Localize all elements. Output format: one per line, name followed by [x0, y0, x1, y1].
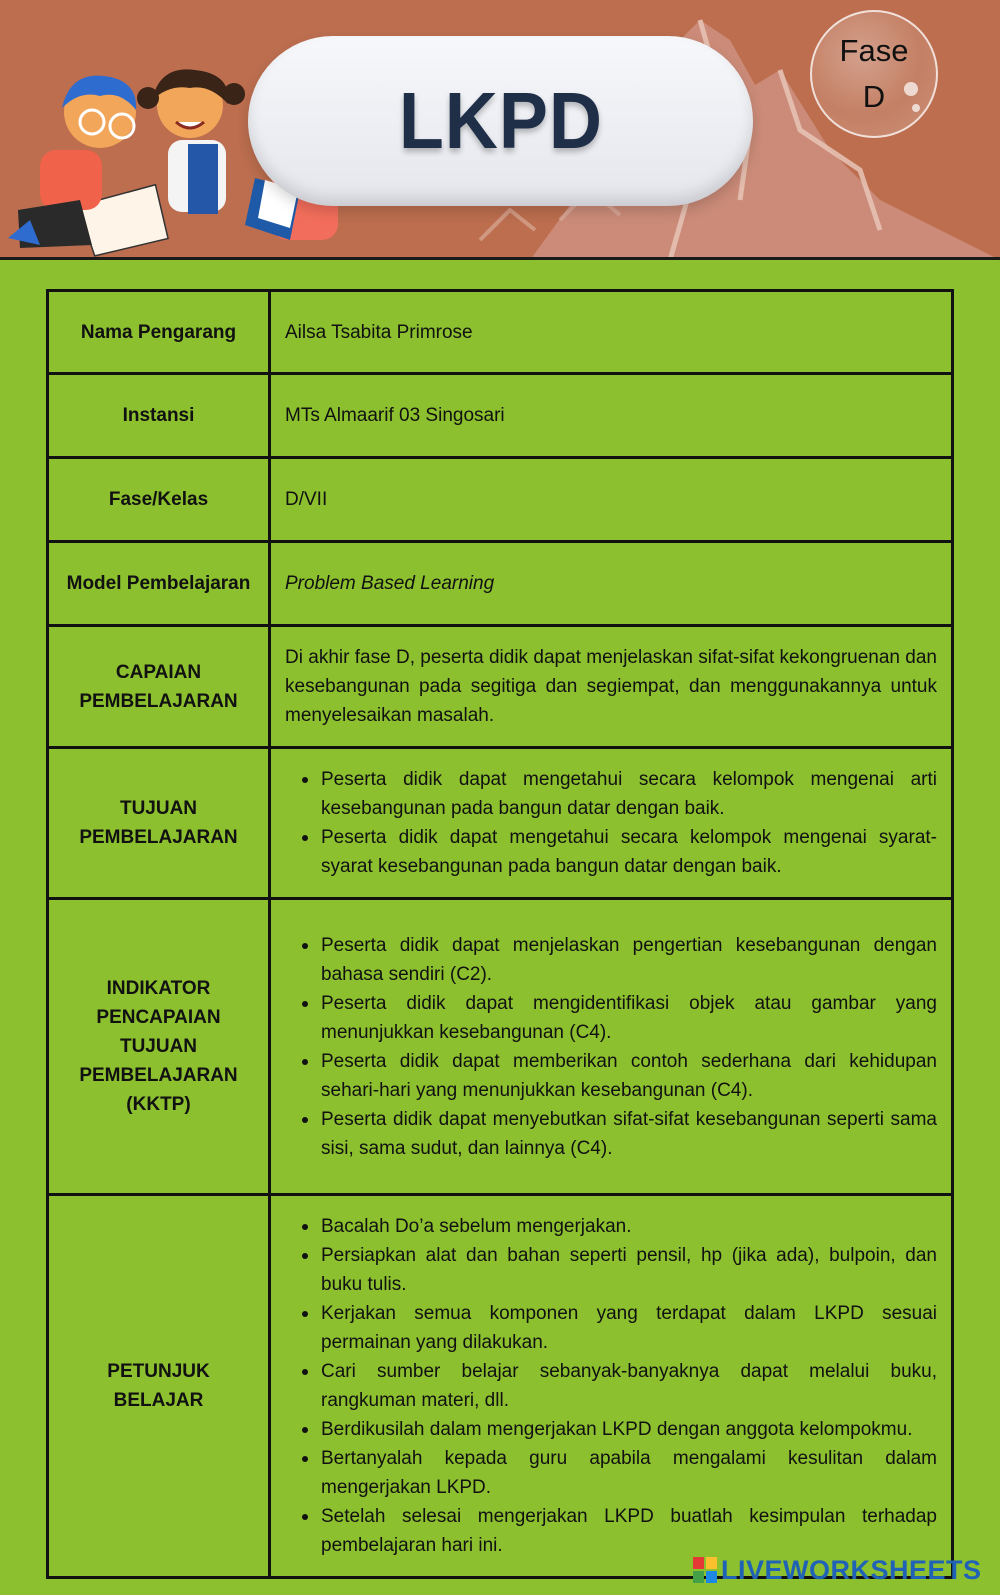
- list-item: Bertanyalah kepada guru apabila mengalami kesulitan dalam mengerjakan LKPD.: [321, 1444, 937, 1502]
- capaian-label: [48, 626, 270, 748]
- list-item: Peserta didik dapat mengetahui secara kelompok mengenai syarat-syarat kesebangunan pada bangun datar dengan baik.: [321, 823, 937, 881]
- indikator-label-line: INDIKATOR: [106, 978, 211, 999]
- indikator-list: [270, 899, 953, 1195]
- list-item: Peserta didik dapat mengidentifikasi objek atau gambar yang menunjukkan kesebangunan (C4).: [321, 989, 937, 1047]
- table-row: [48, 291, 953, 374]
- liveworksheets-badge-icon: [693, 1557, 717, 1583]
- liveworksheets-wordmark: LIVEWORKSHEETS: [721, 1554, 982, 1585]
- list-item: Peserta didik dapat memberikan contoh sederhana dari kehidupan sehari-hari yang menunjukkan kesebangunan (C4).: [321, 1047, 937, 1105]
- table-row: [48, 374, 953, 458]
- list-item: Cari sumber belajar sebanyak-banyaknya dapat melalui buku, rangkuman materi, dll.: [321, 1357, 937, 1415]
- list-item: Peserta didik dapat menjelaskan pengertian kesebangunan dengan bahasa sendiri (C2).: [321, 931, 937, 989]
- fase-value: D/VII: [270, 458, 953, 542]
- list-item: Setelah selesai mengerjakan LKPD buatlah kesimpulan terhadap pembelajaran hari ini.: [321, 1502, 937, 1560]
- header-banner: [0, 0, 1000, 260]
- liveworksheets-logo[interactable]: [693, 1554, 982, 1586]
- bubble-shine: [904, 82, 918, 96]
- list-item: Peserta didik dapat menyebutkan sifat-sifat kesebangunan seperti sama sisi, sama sudut, dan lainnya (C4).: [321, 1105, 937, 1163]
- bubble-shine: [912, 104, 920, 112]
- tujuan-label-line: TUJUAN: [119, 798, 198, 819]
- petunjuk-list: [270, 1195, 953, 1578]
- list-item: Berdikusilah dalam mengerjakan LKPD dengan anggota kelompokmu.: [321, 1415, 937, 1444]
- list-item: Bacalah Do’a sebelum mengerjakan.: [321, 1212, 937, 1241]
- list-item: Kerjakan semua komponen yang terdapat dalam LKPD sesuai permainan yang dilakukan.: [321, 1299, 937, 1357]
- petunjuk-label: PETUNJUK BELAJAR: [48, 1195, 270, 1578]
- tujuan-label-line: PEMBELAJARAN: [79, 827, 238, 848]
- instansi-value: MTs Almaarif 03 Singosari: [270, 374, 953, 458]
- indikator-label: [48, 899, 270, 1195]
- instansi-label: Instansi: [48, 374, 270, 458]
- table-row: [48, 1195, 953, 1578]
- title-pill: [248, 36, 753, 206]
- table-row: [48, 748, 953, 899]
- tujuan-label: [48, 748, 270, 899]
- table-row: [48, 542, 953, 626]
- table-row: [48, 899, 953, 1195]
- fase-badge-label: Fase: [839, 33, 909, 68]
- capaian-label-line: CAPAIAN: [115, 661, 202, 683]
- fase-label: Fase/Kelas: [48, 458, 270, 542]
- indikator-label-line: (KKTP): [126, 1094, 191, 1115]
- model-value: Problem Based Learning: [270, 542, 953, 626]
- tujuan-list: [270, 748, 953, 899]
- nama-value: Ailsa Tsabita Primrose: [270, 291, 953, 374]
- lkpd-info-table: [46, 289, 954, 1579]
- fase-badge: [810, 10, 938, 138]
- nama-label: Nama Pengarang: [48, 291, 270, 374]
- table-row: [48, 626, 953, 748]
- fase-badge-value: D: [862, 79, 886, 114]
- model-label: Model Pembelajaran: [48, 542, 270, 626]
- indikator-label-line: PEMBELAJARAN: [79, 1065, 238, 1086]
- indikator-label-line: PENCAPAIAN TUJUAN: [96, 1007, 221, 1057]
- capaian-label-line: PEMBELAJARAN: [79, 690, 238, 712]
- list-item: Peserta didik dapat mengetahui secara kelompok mengenai arti kesebangunan pada bangun datar dengan baik.: [321, 765, 937, 823]
- table-row: [48, 458, 953, 542]
- list-item: Persiapkan alat dan bahan seperti pensil, hp (jika ada), bulpoin, dan buku tulis.: [321, 1241, 937, 1299]
- page-title: LKPD: [398, 76, 603, 165]
- capaian-value: Di akhir fase D, peserta didik dapat menjelaskan sifat-sifat kekongruenan dan kesebangunan pada segitiga dan segiempat, dan menggunakannya untuk menyelesaikan masalah.: [270, 626, 953, 748]
